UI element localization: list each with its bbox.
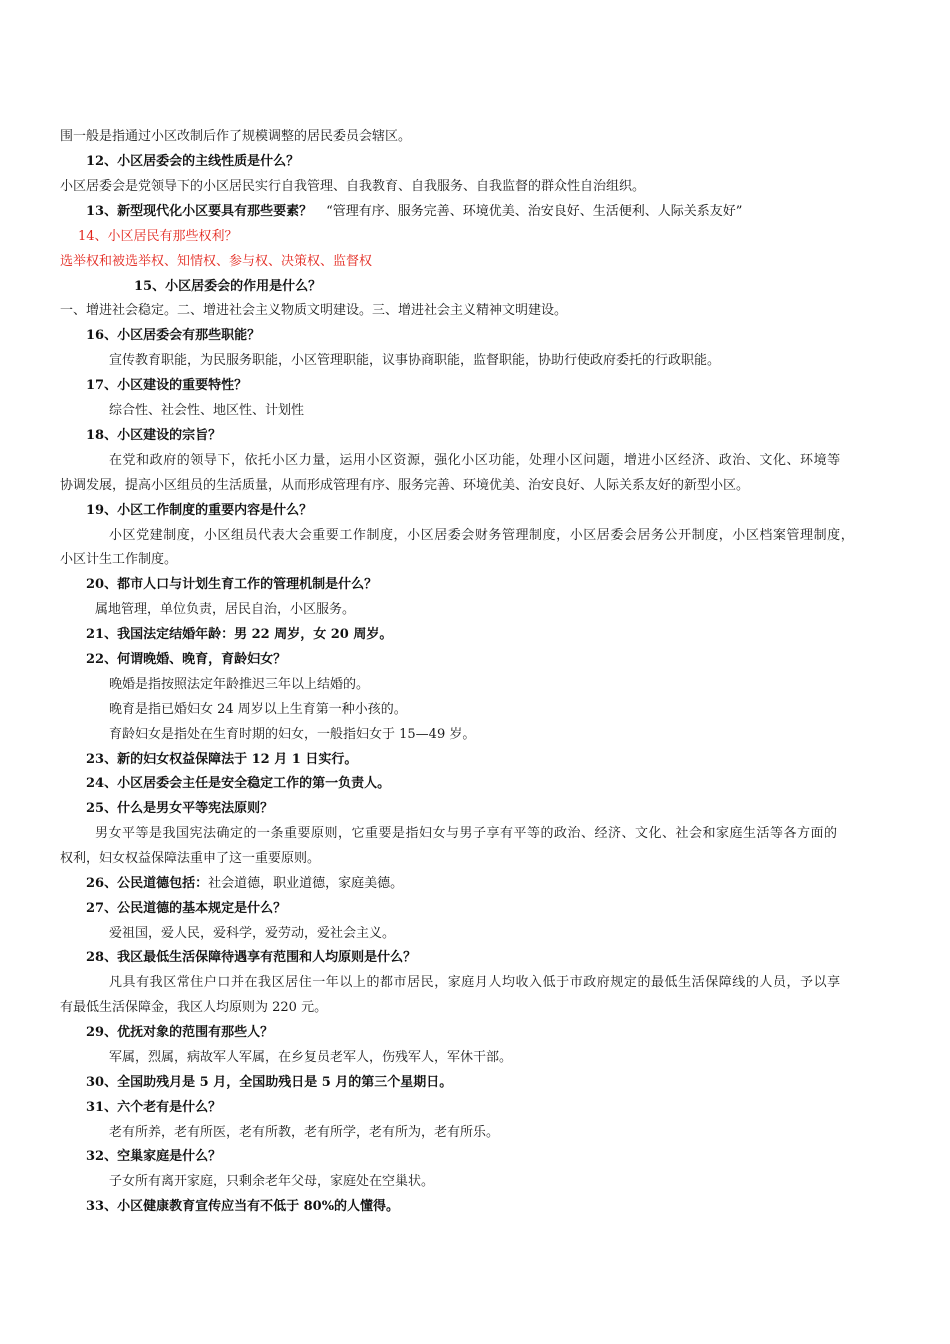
question-26 (86, 875, 403, 893)
question-29: 29、优抚对象的范围有那些人？ (86, 1025, 274, 1040)
question-20: 20、都市人口与计划生育工作的管理机制是什么？ (86, 577, 378, 592)
question-28: 28、我区最低生活保障待遇享有范围和人均原则是什么？ (86, 950, 417, 965)
answer-28-line-2: 有最低生活保障金，我区人均原则为 220 元。 (60, 1000, 328, 1015)
answer-19-line-2: 小区计生工作制度。 (60, 552, 178, 567)
answer-14: 选举权和被选举权、知情权、参与权、决策权、监督权 (60, 254, 373, 269)
question-27: 27、公民道德的基本规定是什么？ (86, 901, 287, 916)
question-26-label: 26、公民道德包括： (86, 876, 209, 891)
answer-22-line-1: 晚婚是指按照法定年龄推迟三年以上结婚的。 (109, 677, 370, 692)
answer-15: 一、增进社会稳定。二、增进社会主义物质文明建设。三、增进社会主义精神文明建设。 (60, 303, 568, 318)
question-30: 30、全国助残月是 5 月，全国助残日是 5 月的第三个星期日。 (86, 1075, 453, 1090)
answer-13-inline: “管理有序、服务完善、环境优美、治安良好、生活便利、人际关系友好” (326, 204, 743, 219)
answer-25-line-1: 男女平等是我国宪法确定的一条重要原则，它重要是指妇女与男子享有平等的政治、经济、文化、社会和家庭生活等各方面的 (95, 826, 838, 841)
question-17: 17、小区建设的重要特性？ (86, 378, 248, 393)
answer-31: 老有所养，老有所医，老有所教，老有所学，老有所为，老有所乐。 (109, 1125, 500, 1140)
question-13 (86, 203, 742, 221)
answer-18-line-2: 协调发展，提高小区组员的生活质量，从而形成管理有序、服务完善、环境优美、治安良好、人际关系友好的新型小区。 (60, 478, 750, 493)
answer-16: 宣传教育职能，为民服务职能，小区管理职能，议事协商职能，监督职能，协助行使政府委托的行政职能。 (109, 353, 721, 368)
answer-28-line-1: 凡具有我区常住户口并在我区居住一年以上的都市居民，家庭月人均收入低于市政府规定的最低生活保障线的人员，予以享 (109, 975, 841, 990)
answer-20: 属地管理，单位负责，居民自治，小区服务。 (95, 602, 356, 617)
question-33: 33、小区健康教育宣传应当有不低于 80%的人懂得。 (86, 1199, 400, 1214)
question-25: 25、什么是男女平等宪法原则？ (86, 801, 274, 816)
question-24: 24、小区居委会主任是安全稳定工作的第一负责人。 (86, 776, 391, 791)
answer-12: 小区居委会是党领导下的小区居民实行自我管理、自我教育、自我服务、自我监督的群众性自治组织。 (60, 179, 646, 194)
question-21: 21、我国法定结婚年龄：男 22 周岁，女 20 周岁。 (86, 627, 393, 642)
answer-17: 综合性、社会性、地区性、计划性 (109, 403, 305, 418)
answer-25-line-2: 权利，妇女权益保障法重申了这一重要原则。 (60, 851, 321, 866)
question-32: 32、空巢家庭是什么？ (86, 1149, 222, 1164)
question-31: 31、六个老有是什么？ (86, 1100, 222, 1115)
question-23: 23、新的妇女权益保障法于 12 月 1 日实行。 (86, 752, 358, 767)
answer-32: 子女所有离开家庭，只剩余老年父母，家庭处在空巢状。 (109, 1174, 435, 1189)
answer-29: 军属，烈属，病故军人军属，在乡复员老军人，伤残军人，军休干部。 (109, 1050, 513, 1065)
paragraph-line: 围一般是指通过小区改制后作了规模调整的居民委员会辖区。 (60, 129, 412, 144)
answer-22-line-3: 育龄妇女是指处在生育时期的妇女，一般指妇女于 15—49 岁。 (109, 727, 476, 742)
question-22: 22、何谓晚婚、晚育，育龄妇女？ (86, 652, 287, 667)
answer-22-line-2: 晚育是指已婚妇女 24 周岁以上生育第一种小孩的。 (109, 702, 407, 717)
question-14: 14、小区居民有那些权利？ (78, 229, 238, 244)
answer-18-line-1: 在党和政府的领导下，依托小区力量，运用小区资源，强化小区功能，处理小区问题，增进小区经济、政治、文化、环境等 (109, 453, 841, 468)
answer-19-line-1: 小区党建制度，小区组员代表大会重要工作制度，小区居委会财务管理制度，小区居委会居务公开制度，小区档案管理制度， (109, 528, 855, 543)
answer-27: 爱祖国，爱人民，爱科学，爱劳动，爱社会主义。 (109, 926, 396, 941)
question-16: 16、小区居委会有那些职能？ (86, 328, 261, 343)
question-15: 15、小区居委会的作用是什么？ (134, 279, 322, 294)
question-13-label: 13、新型现代化小区要具有那些要素？ (86, 204, 313, 219)
answer-26-inline: 社会道德，职业道德，家庭美德。 (208, 876, 404, 891)
question-18: 18、小区建设的宗旨？ (86, 428, 222, 443)
question-12: 12、小区居委会的主线性质是什么？ (86, 154, 300, 169)
question-19: 19、小区工作制度的重要内容是什么？ (86, 503, 313, 518)
